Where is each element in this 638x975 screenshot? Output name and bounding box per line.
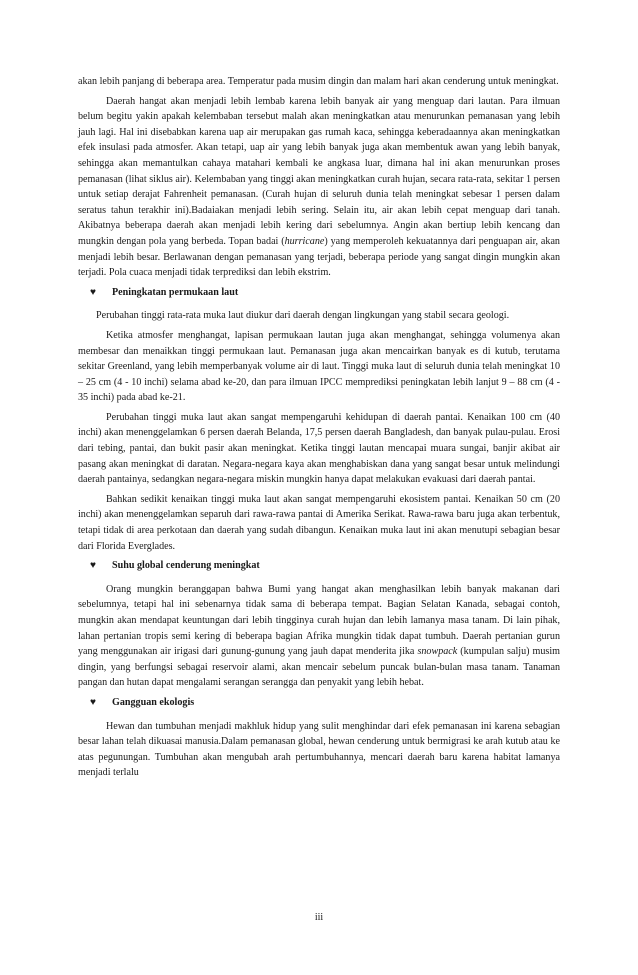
- paragraph-coastal-impact: Perubahan tinggi muka laut akan sangat mempengaruhi kehidupan di daerah pantai. Kenaikan 100 cm (40 inchi) akan menenggelamkan 6 persen daerah Belanda, 17,5 persen daerah Bangladesh, dan banyak pulau-pulau. Erosi dari tebing, pantai, dan bukit pasir akan meningkat. Ketika tinggi lautan mencapai muara sungai, banjir akibat air pasang akan meningkat di daratan. Negara-negara kaya akan menghabiskan dana yang sangat besar untuk melindungi daerah pantainya, sedangkan negara-negara miskin mungkin hanya dapat melakukan evakuasi dari daerah pantai.: [78, 411, 560, 486]
- paragraph-continuation: akan lebih panjang di beberapa area. Temperatur pada musim dingin dan malam hari akan cenderung untuk meningkat.: [78, 76, 559, 87]
- paragraph-humidity: Daerah hangat akan menjadi lebih lembab karena lebih banyak air yang menguap dari lautan. Para ilmuan belum begitu yakin apakah kelembaban tersebut malah akan meningkatkan atau menurunkan pemanasan yang lebih jauh lagi. Hal ini disebabkan karena uap air merupakan gas rumah kaca, sehingga keberadaannya akan meningkatkan efek insulasi pada atmosfer. Akan tetapi, uap air yang lebih banyak juga akan membentuk awan yang lebih banyak, sehingga akan memantulkan cahaya matahari kembali ke angkasa luar, dimana hal ini akan menurunkan proses pemanasan (lihat siklus air). Kelembaban yang tinggi akan meningkatkan curah hujan, secara rata-rata, sekitar 1 persen untuk setiap derajat Fahrenheit pemanasan. (Curah hujan di seluruh dunia telah meningkat sebesar 1 persen dalam seratus tahun terakhir ini).Badaiakan menjadi lebih sering. Selain itu, air akan lebih cepat menguap dari tanah. Akibatnya beberapa daerah akan menjadi lebih kering dari sebelumnya. Angin akan bertiup lebih kencang dan mungkin dengan pola yang berbeda. Topan badai (hurricane) yang memperoleh kekuatannya dari penguapan air, akan menjadi lebih besar. Berlawanan dengan pemanasan yang terjadi, beberapa periode yang sangat dingin mungkin akan terjadi. Pola cuaca menjadi tidak terprediksi dan lebih ekstrim.: [78, 95, 560, 279]
- paragraph-agriculture: Orang mungkin beranggapan bahwa Bumi yang hangat akan menghasilkan lebih banyak makanan dari sebelumnya, tetapi hal ini sebenarnya tidak sama di beberapa tempat. Bagian Selatan Kanada, sebagai contoh, mungkin akan mendapat keuntungan dari lebih tingginya curah hujan dan lebih lamanya masa tanam. Di lain pihak, lahan pertanian tropis semi kering di beberapa bagian Afrika mungkin tidak dapat tumbuh. Daerah pertanian gurun yang menggunakan air irigasi dari gunung-gunung yang jauh dapat menderita jika snowpack (kumpulan salju) musim dingin, yang berfungsi sebagai reservoir alami, akan mencair sebelum puncak bulan-bulan masa tanam. Tanaman pangan dan hutan dapat mengalami serangan serangga dan penyakit yang lebih hebat.: [78, 583, 560, 689]
- paragraph-sea-level-rise: Ketika atmosfer menghangat, lapisan permukaan lautan juga akan menghangat, sehingga volumenya akan membesar dan menaikkan tinggi permukaan laut. Pemanasan juga akan mencairkan banyak es di kutub, terutama sekitar Greenland, yang lebih memperbanyak volume air di laut. Tinggi muka laut di seluruh dunia telah meningkat 10 – 25 cm (4 - 10 inchi) selama abad ke-20, dan para ilmuan IPCC memprediksi peningkatan lebih lanjut 9 – 88 cm (4 - 35 inchi) pada abad ke-21.: [78, 329, 560, 404]
- section-heading-ecology: ♥ Gangguan ekologis: [90, 695, 560, 711]
- section-heading-global-temperature: ♥ Suhu global cenderung meningkat: [90, 558, 560, 574]
- page-number: iii: [314, 912, 324, 923]
- section-heading-sea-level: ♥ Peningkatan permukaan laut: [90, 285, 560, 301]
- heart-bullet-icon: ♥: [90, 696, 96, 708]
- document-page: [78, 74, 560, 785]
- heart-bullet-icon: ♥: [90, 286, 96, 298]
- paragraph-ecology: Hewan dan tumbuhan menjadi makhluk hidup yang sulit menghindar dari efek pemanasan ini karena sebagian besar lahan telah dikuasai manusia.Dalam pemanasan global, hewan cenderung untuk bermigrasi ke arah kutub atau ke atas pegunungan. Tumbuhan akan mengubah arah pertumbuhannya, mencari daerah baru karena habitat lamanya menjadi terlalu: [78, 720, 560, 779]
- heart-bullet-icon: ♥: [90, 560, 96, 572]
- paragraph-sea-level-measure: Perubahan tinggi rata-rata muka laut diukur dari daerah dengan lingkungan yang stabil secara geologi.: [96, 310, 510, 322]
- paragraph-ecosystem: Bahkan sedikit kenaikan tinggi muka laut akan sangat mempengaruhi ekosistem pantai. Kenaikan 50 cm (20 inchi) akan menenggelamkan separuh dari rawa-rawa pantai di Amerika Serikat. Rawa-rawa baru juga akan terbentuk, tetapi tidak di area perkotaan dan daerah yang sudah dibangun. Kenaikan muka laut ini akan menutupi sebagian besar dari Florida Everglades.: [78, 493, 560, 552]
